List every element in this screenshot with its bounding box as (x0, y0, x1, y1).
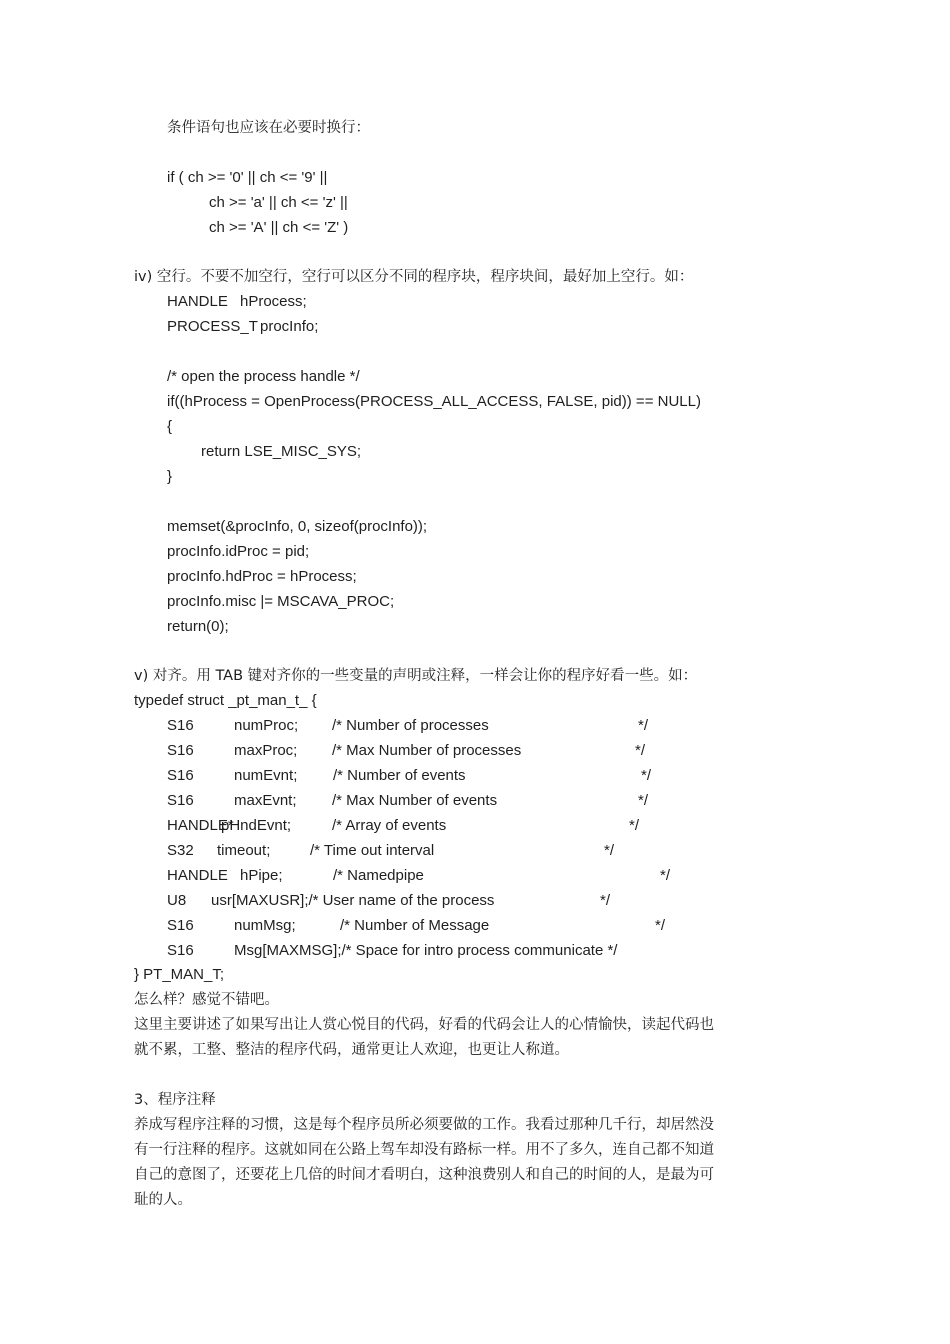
field-comment-end: */ (638, 792, 649, 809)
field-name: timeout; (217, 842, 271, 859)
paragraph-line: 有一行注释的程序。这就如同在公路上驾车却没有路标一样。用不了多久，连自己都不知道 (134, 1142, 714, 1158)
field-comment-end: */ (629, 817, 640, 834)
field-comment: /* Max Number of processes (332, 742, 522, 759)
remark-text: 怎么样？感觉不错吧。 (134, 992, 279, 1008)
field-name: numEvnt; (234, 767, 298, 784)
field-comment-end: */ (604, 842, 615, 859)
field-name: numProc; (234, 717, 299, 734)
field-name: maxProc; (234, 742, 298, 759)
decl-line (167, 317, 567, 337)
code-line: return(0); (167, 618, 229, 635)
field-comment: /* Max Number of events (332, 792, 498, 809)
field-type: S16 (167, 742, 194, 759)
section-3-heading: 3、程序注释 (134, 1092, 216, 1108)
field-comment: /* Number of events (333, 767, 466, 784)
decl-line (167, 292, 567, 312)
field-type: S16 (167, 917, 194, 934)
field-name-comment: Msg[MAXMSG];/* Space for intro process communicate */ (234, 942, 618, 959)
paragraph-line: 耻的人。 (134, 1192, 192, 1208)
field-name: numMsg; (234, 917, 296, 934)
decl-name: hProcess; (240, 293, 307, 310)
field-name: pHndEvnt; (221, 817, 292, 834)
field-type: S16 (167, 942, 194, 959)
field-comment: /* Array of events (332, 817, 447, 834)
field-name-comment: usr[MAXUSR];/* User name of the process (211, 892, 495, 909)
field-comment-end: */ (635, 742, 646, 759)
struct-field-row (0, 766, 950, 786)
code-line: } (167, 468, 173, 485)
field-comment-end: */ (638, 717, 649, 734)
decl-type: HANDLE (167, 293, 228, 310)
field-name: maxEvnt; (234, 792, 297, 809)
field-type: HANDLE (167, 867, 228, 884)
section-v-heading: v) 对齐。用 TAB 键对齐你的一些变量的声明或注释，一样会让你的程序好看一些。如： (134, 668, 698, 684)
cond-intro-text: 条件语句也应该在必要时换行： (167, 120, 370, 136)
summary-line: 就不累，工整、整洁的程序代码，通常更让人欢迎，也更让人称道。 (134, 1042, 569, 1058)
field-comment-end: */ (641, 767, 652, 784)
code-comment: /* open the process handle */ (167, 368, 360, 385)
struct-field-row (0, 741, 950, 761)
decl-type: PROCESS_T (167, 318, 258, 335)
field-comment-end: */ (660, 867, 671, 884)
code-line: ch >= 'A' || ch <= 'Z' ) (209, 219, 349, 236)
struct-field-row (0, 891, 950, 911)
struct-field-row (0, 941, 950, 961)
code-line: if ( ch >= '0' || ch <= '9' || (167, 169, 328, 186)
struct-open: typedef struct _pt_man_t_ { (134, 692, 317, 709)
code-line: if((hProcess = OpenProcess(PROCESS_ALL_ACCESS, FALSE, pid)) == NULL) (167, 393, 701, 410)
code-line: memset(&procInfo, 0, sizeof(procInfo)); (167, 518, 428, 535)
field-comment-end: */ (600, 892, 611, 909)
summary-line: 这里主要讲述了如果写出让人赏心悦目的代码，好看的代码会让人的心情愉快，读起代码也 (134, 1017, 714, 1033)
section-iv-heading: iv) 空行。不要不加空行，空行可以区分不同的程序块，程序块间，最好加上空行。如： (134, 269, 694, 285)
struct-field-row (0, 791, 950, 811)
code-line: { (167, 418, 173, 435)
field-comment: /* Time out interval (310, 842, 435, 859)
field-type: S32 (167, 842, 194, 859)
field-comment: /* Namedpipe (333, 867, 424, 884)
field-comment: /* Number of processes (332, 717, 489, 734)
struct-field-row (0, 866, 950, 886)
field-type: S16 (167, 792, 194, 809)
decl-name: procInfo; (260, 318, 319, 335)
code-line: ch >= 'a' || ch <= 'z' || (209, 194, 348, 211)
field-type: S16 (167, 767, 194, 784)
field-comment-end: */ (655, 917, 666, 934)
struct-field-row (0, 716, 950, 736)
code-line: procInfo.misc |= MSCAVA_PROC; (167, 593, 395, 610)
field-type: S16 (167, 717, 194, 734)
field-name: hPipe; (240, 867, 283, 884)
struct-close: } PT_MAN_T; (134, 966, 225, 983)
field-comment: /* Number of Message (340, 917, 490, 934)
code-line: procInfo.hdProc = hProcess; (167, 568, 357, 585)
paragraph-line: 养成写程序注释的习惯，这是每个程序员所必须要做的工作。我看过那种几千行，却居然没 (134, 1117, 714, 1133)
field-type: U8 (167, 892, 187, 909)
field-type: HANDLE* (167, 817, 234, 834)
struct-field-row (0, 916, 950, 936)
struct-field-row (0, 816, 950, 836)
code-line: return LSE_MISC_SYS; (201, 443, 362, 460)
paragraph-line: 自己的意图了，还要花上几倍的时间才看明白，这种浪费别人和自己的时间的人，是最为可 (134, 1167, 714, 1183)
struct-field-row (0, 841, 950, 861)
code-line: procInfo.idProc = pid; (167, 543, 310, 560)
